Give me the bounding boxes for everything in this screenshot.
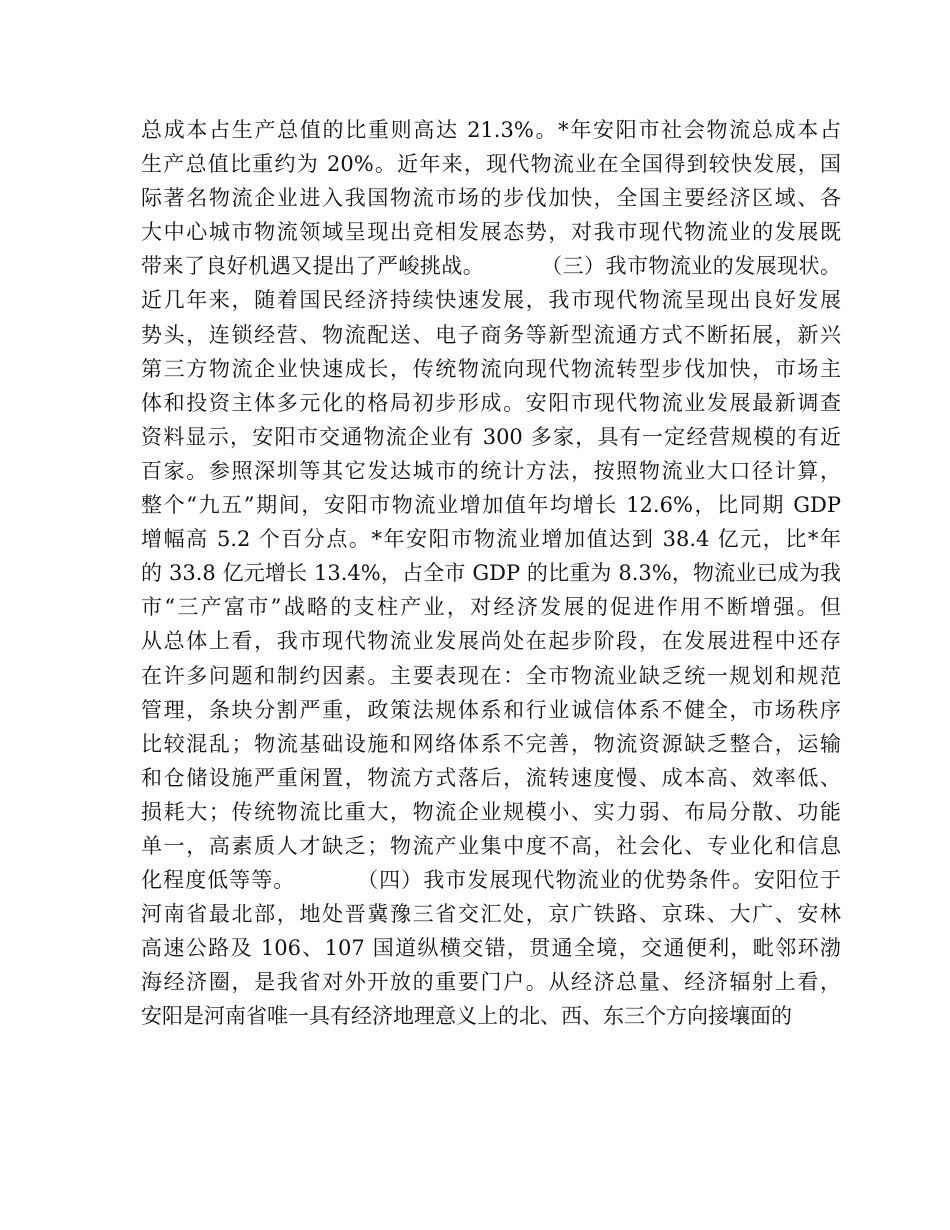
text-line: 资料显示，安阳市交通物流企业有 300 多家，具有一定经营规模的有近: [141, 424, 841, 449]
body-text: [141, 113, 841, 1034]
text-line: 体和投资主体多元化的格局初步形成。安阳市现代物流业发展最新调查: [141, 390, 841, 415]
text-line: 安阳是河南省唯一具有经济地理意义上的北、西、东三个方向接壤面的: [141, 1004, 792, 1029]
text-line: 大中心城市物流领域呈现出竞相发展态势，对我市现代物流业的发展既: [141, 220, 841, 245]
text-line: 在许多问题和制约因素。主要表现在：全市物流业缺乏统一规划和规范: [141, 663, 841, 688]
text-line: 际著名物流企业进入我国物流市场的步伐加快，全国主要经济区域、各: [141, 186, 841, 211]
text-line: 势头，连锁经营、物流配送、电子商务等新型流通方式不断拓展，新兴: [141, 322, 841, 347]
text-line: 海经济圈，是我省对外开放的重要门户。从经济总量、经济辐射上看，: [141, 970, 841, 995]
text-line: 百家。参照深圳等其它发达城市的统计方法，按照物流业大口径计算，: [141, 458, 841, 483]
text-line: 带来了良好机遇又提出了严峻挑战。 （三）我市物流业的发展现状。: [141, 254, 841, 279]
text-line: 第三方物流企业快速成长，传统物流向现代物流转型步伐加快，市场主: [141, 356, 841, 381]
text-line: 单一，高素质人才缺乏；物流产业集中度不高，社会化、专业化和信息: [141, 833, 841, 858]
text-line: 损耗大；传统物流比重大，物流企业规模小、实力弱、布局分散、功能: [141, 799, 841, 824]
text-line: 市“三产富市”战略的支柱产业，对经济发展的促进作用不断增强。但: [141, 595, 841, 620]
text-line: 高速公路及 106、107 国道纵横交错，贯通全境，交通便利，毗邻环渤: [141, 936, 841, 961]
text-line: 增幅高 5.2 个百分点。*年安阳市物流业增加值达到 38.4 亿元，比*年: [141, 527, 841, 552]
text-line: 从总体上看，我市现代物流业发展尚处在起步阶段，在发展进程中还存: [141, 629, 841, 654]
text-line: 总成本占生产总值的比重则高达 21.3%。*年安阳市社会物流总成本占: [141, 118, 841, 142]
text-line: 生产总值比重约为 20%。近年来，现代物流业在全国得到较快发展，国: [141, 152, 841, 177]
text-line: 整个“九五”期间，安阳市物流业增加值年均增长 12.6%，比同期 GDP: [141, 493, 841, 518]
text-line: 比较混乱；物流基础设施和网络体系不完善，物流资源缺乏整合，运输: [141, 731, 841, 756]
text-line: 化程度低等等。 （四）我市发展现代物流业的优势条件。安阳位于: [141, 868, 841, 893]
text-line: 河南省最北部，地处晋冀豫三省交汇处，京广铁路、京珠、大广、安林: [141, 902, 841, 927]
text-line: 的 33.8 亿元增长 13.4%，占全市 GDP 的比重为 8.3%，物流业已成为我: [141, 561, 841, 586]
text-line: 和仓储设施严重闲置，物流方式落后，流转速度慢、成本高、效率低、: [141, 765, 841, 790]
text-line: 近几年来，随着国民经济持续快速发展，我市现代物流呈现出良好发展: [141, 288, 841, 313]
text-line: 管理，条块分割严重，政策法规体系和行业诚信体系不健全，市场秩序: [141, 697, 841, 722]
